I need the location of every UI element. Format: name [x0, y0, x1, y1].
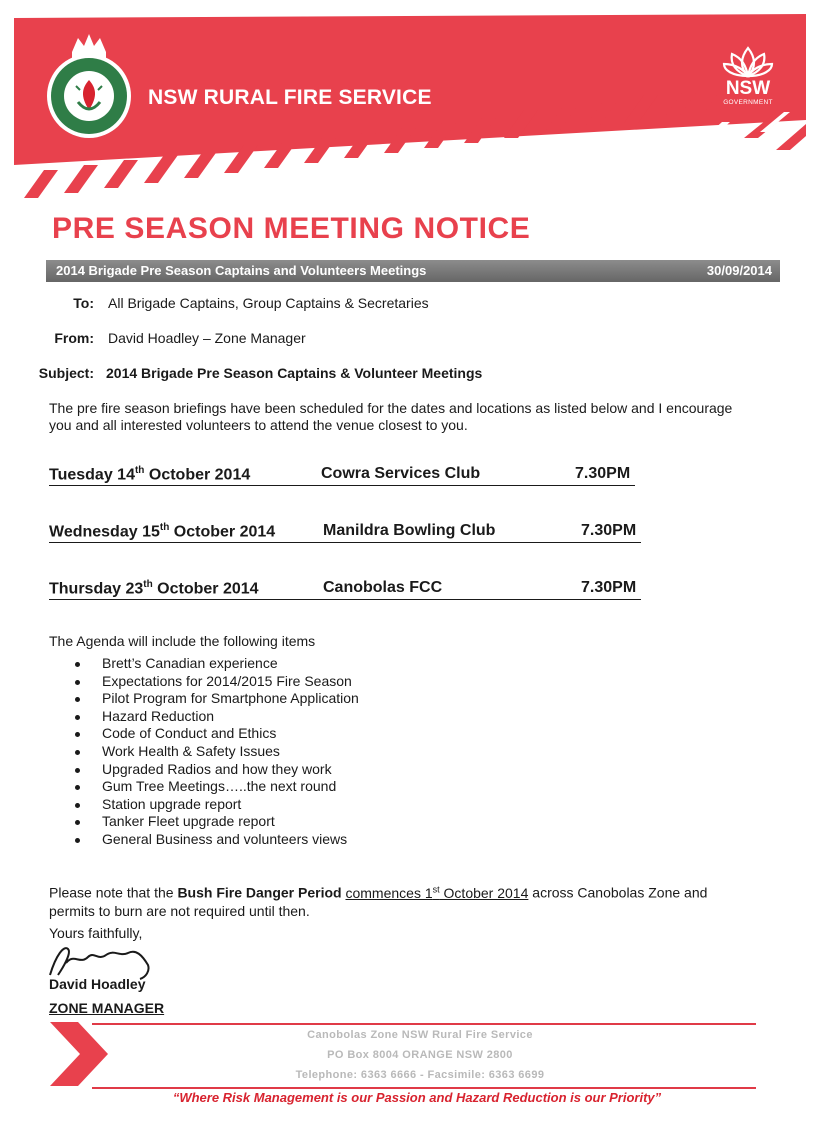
- agenda-item: [60, 655, 359, 673]
- meeting-venue: Cowra Services Club: [321, 465, 481, 482]
- agenda-item: [60, 813, 359, 831]
- meeting-time: 7.30PM: [575, 465, 631, 482]
- agenda-item: [60, 831, 359, 849]
- notice-title: PRE SEASON MEETING NOTICE: [52, 212, 531, 245]
- agenda-item-label: Tanker Fleet upgrade report: [102, 813, 275, 830]
- bullet-icon: [75, 662, 80, 667]
- subject-bar-title: 2014 Brigade Pre Season Captains and Volunteers Meetings: [56, 263, 427, 278]
- meeting-date: Wednesday 15th October 2014: [49, 522, 276, 541]
- signatory-title: ZONE MANAGER: [49, 1000, 165, 1016]
- agenda-item: [60, 761, 359, 779]
- waratah-icon: [722, 40, 774, 80]
- footer-motto: “Where Risk Management is our Passion and Hazard Reduction is our Priority”: [172, 1090, 662, 1105]
- intro-paragraph: [49, 400, 732, 434]
- meeting-row: [49, 579, 639, 601]
- bullet-icon: [75, 680, 80, 685]
- to-value: All Brigade Captains, Group Captains & Secretaries: [108, 295, 429, 311]
- agenda-item-label: Expectations for 2014/2015 Fire Season: [102, 672, 352, 689]
- meeting-underline: [49, 542, 641, 543]
- footer-address: PO Box 8004 ORANGE NSW 2800: [327, 1049, 513, 1061]
- closing: Yours faithfully,: [49, 925, 143, 941]
- meeting-row: [49, 465, 639, 487]
- agenda-item-label: Hazard Reduction: [102, 707, 215, 724]
- bullet-icon: [75, 785, 80, 790]
- bullet-icon: [75, 697, 80, 702]
- intro-line-1: The pre fire season briefings have been scheduled for the dates and locations as listed below and I encourage: [49, 400, 733, 416]
- bullet-icon: [75, 820, 80, 825]
- to-label: To:: [73, 295, 94, 311]
- agenda-item-label: Upgraded Radios and how they work: [102, 760, 332, 777]
- meeting-row: [49, 522, 639, 544]
- meeting-time: 7.30PM: [581, 522, 637, 539]
- agenda-list: [60, 655, 359, 849]
- from-value: David Hoadley – Zone Manager: [108, 330, 306, 346]
- meeting-underline: [49, 599, 641, 600]
- bullet-icon: [75, 768, 80, 773]
- gov-logo-subtitle: GOVERNMENT: [723, 99, 773, 106]
- intro-line-2: you and all interested volunteers to attend the venue closest to you.: [49, 417, 468, 433]
- bullet-icon: [75, 803, 80, 808]
- agenda-item-label: Gum Tree Meetings…..the next round: [102, 778, 337, 795]
- agenda-item-label: General Business and volunteers views: [102, 830, 348, 847]
- footer-contact: Telephone: 6363 6666 - Facsimile: 6363 6699: [295, 1069, 545, 1081]
- footer-rule-top: [92, 1023, 756, 1025]
- subject-bar-date: 30/09/2014: [706, 263, 772, 278]
- meeting-venue: Canobolas FCC: [323, 579, 443, 596]
- meeting-time: 7.30PM: [581, 579, 637, 596]
- bullet-icon: [75, 715, 80, 720]
- footer-rule-bottom: [92, 1087, 756, 1089]
- commencement-date: commences 1st October 2014: [345, 884, 529, 901]
- agenda-item: [60, 673, 359, 691]
- bush-fire-note: Please note that the Bush Fire Danger Period commences 1st October 2014 across Canobolas Zone and permits to burn are not required until then.: [49, 884, 708, 919]
- org-name: NSW RURAL FIRE SERVICE: [148, 86, 432, 109]
- meeting-date: Tuesday 14th October 2014: [49, 465, 251, 484]
- agenda-item: [60, 725, 359, 743]
- subject-value: 2014 Brigade Pre Season Captains & Volunteer Meetings: [106, 365, 483, 381]
- from-label: From:: [54, 330, 94, 346]
- agenda-intro: The Agenda will include the following items: [49, 633, 316, 649]
- agenda-item-label: Work Health & Safety Issues: [102, 742, 280, 759]
- agenda-item: [60, 690, 359, 708]
- agenda-item: [60, 778, 359, 796]
- meeting-date: Thursday 23th October 2014: [49, 579, 259, 598]
- footer-org: Canobolas Zone NSW Rural Fire Service: [307, 1029, 533, 1041]
- agenda-item: [60, 708, 359, 726]
- meeting-underline: [49, 485, 635, 486]
- footer-chevron-icon: [50, 1022, 110, 1086]
- agenda-item-label: Brett’s Canadian experience: [102, 655, 278, 671]
- rfs-crest-logo: [42, 30, 136, 142]
- agenda-item-label: Pilot Program for Smartphone Application: [102, 690, 359, 707]
- bullet-icon: [75, 750, 80, 755]
- bush-fire-danger-period: Bush Fire Danger Period: [177, 884, 342, 901]
- bullet-icon: [75, 838, 80, 843]
- bullet-icon: [75, 732, 80, 737]
- agenda-item: [60, 796, 359, 814]
- subject-label: Subject:: [38, 365, 94, 381]
- subject-bar: [46, 260, 780, 282]
- gov-logo-word: NSW: [725, 78, 771, 99]
- agenda-item-label: Station upgrade report: [102, 795, 242, 812]
- signatory-name: David Hoadley: [49, 976, 146, 992]
- agenda-item-label: Code of Conduct and Ethics: [102, 725, 277, 742]
- meeting-venue: Manildra Bowling Club: [323, 522, 496, 539]
- agenda-item: [60, 743, 359, 761]
